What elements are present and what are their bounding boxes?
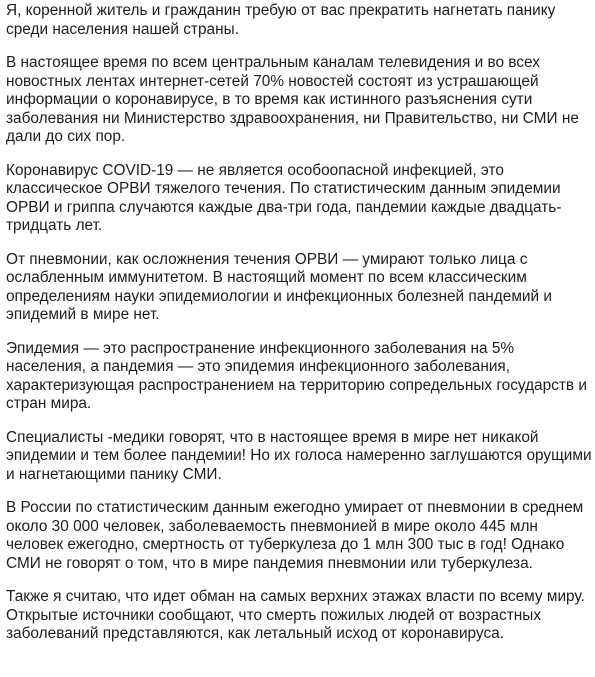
paragraph-media-coverage: В настоящее время по всем центральным каналам телевидения и во всех новостных лентах интернет-сетей 70% новостей состоят из устрашающей информации о коронавирусе, в то время как истинного разъяснения сути заболевания ни Министерство здравоохранения, ни Правительство, ни СМИ не дали до сих пор. bbox=[6, 54, 579, 145]
paragraph-demand: Я, коренной житель и гражданин требую от вас прекратить нагнетать панику среди населения нашей страны. bbox=[6, 2, 556, 38]
paragraph-specialists: Специалисты -медики говорят, что в настоящее время в мире нет никакой эпидемии и тем более пандемии! Но их голоса намеренно заглушаются орущими и нагнетающими панику СМИ. bbox=[6, 428, 592, 483]
paragraph-covid-orvi: Коронавирус COVID-19 — не является особоопасной инфекцией, это классическое ОРВИ тяжелого течения. По статистическим данным эпидемии ОРВИ и гриппа случаются каждые два-три года, пандемии каждые двадцать-тридцать лет. bbox=[6, 161, 562, 234]
paragraph-russia-statistics: В России по статистическим данным ежегодно умирает от пневмонии в среднем около 30 000 человек, заболеваемость пневмонией в мире около 445 млн человек ежегодно, смертность от туберкулеза до 1 млн 300 тыс в год! Однако СМИ не говорят о том, что в мире пандемия пневмонии или туберкулеза. bbox=[6, 499, 584, 572]
paragraph-pneumonia: От пневмонии, как осложнения течения ОРВИ — умирают только лица с ослабленным иммунитетом. В настоящий момент по всем классическим определениям науки эпидемиологии и инфекционных болезней пандемий и эпидемий в мире нет. bbox=[6, 250, 552, 323]
paragraph-deception: Также я считаю, что идет обман на самых верхних этажах власти по всему миру. Открытые источники сообщают, что смерть пожилых людей от возрастных заболеваний представляются, как летальный исход от коронавируса. bbox=[6, 588, 585, 642]
paragraph-epidemic-definition: Эпидемия — это распространение инфекционного заболевания на 5% населения, а пандемия — это эпидемия инфекционного заболевания, характеризующая распространением на территорию сопредельных государств и стран мира. bbox=[6, 339, 587, 412]
